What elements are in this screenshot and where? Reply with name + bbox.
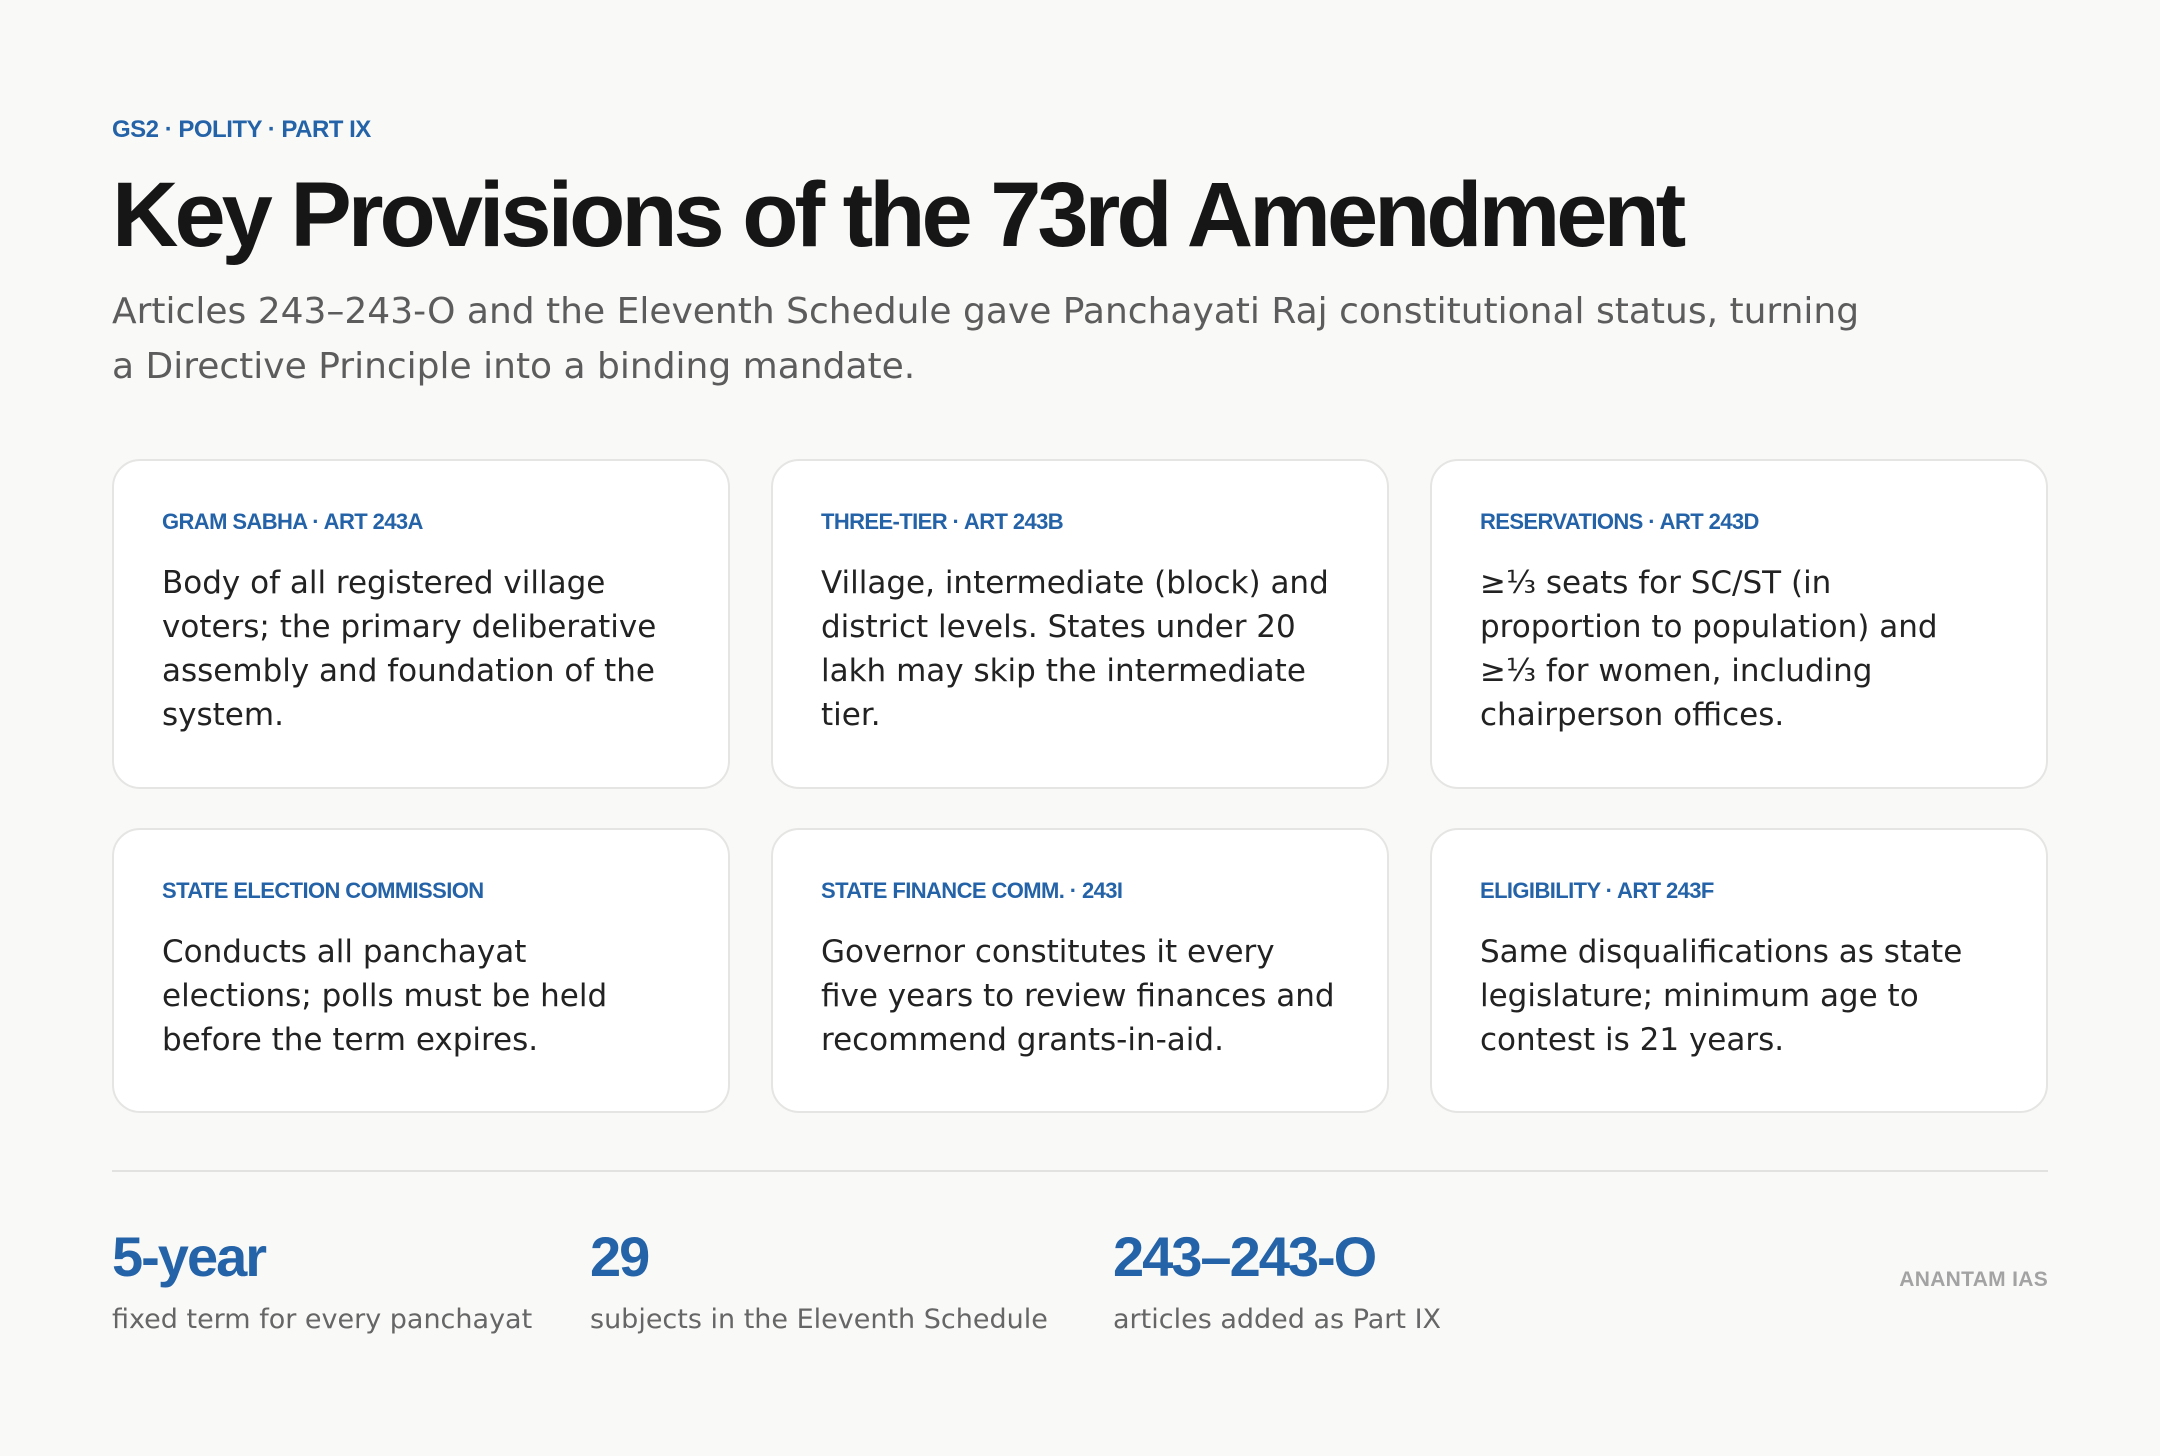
card-label: THREE-TIER · ART 243B [821, 509, 1064, 534]
card-label: ELIGIBILITY · ART 243F [1480, 878, 1714, 903]
stat-value: 5-year [112, 1225, 266, 1288]
stat-articles [1113, 1222, 1441, 1335]
stat-value: 29 [590, 1225, 649, 1288]
stat-caption: subjects in the Eleventh Schedule [590, 1304, 1048, 1335]
provision-card-finance-commission [771, 828, 1389, 1113]
eyebrow-tag: GS2 · POLITY · PART IX [112, 116, 371, 143]
card-text: Conducts all panchayat elections; polls must be held before the term expires. [162, 934, 608, 1058]
stat-caption: articles added as Part IX [1113, 1304, 1442, 1335]
card-text: Governor constitutes it every five years to review finances and recommend grants-in-aid. [821, 934, 1335, 1058]
card-label: STATE FINANCE COMM. · 243I [821, 878, 1123, 903]
brand-logo-text: ANANTAM IAS [1899, 1268, 2048, 1291]
stat-value: 243–243-O [1113, 1225, 1376, 1288]
card-text: Body of all registered village voters; the primary deliberative assembly and foundation of the system. [162, 565, 657, 733]
provisions-row-2 [112, 828, 2048, 1113]
provision-card-three-tier [771, 459, 1389, 789]
page-title: Key Provisions of the 73rd Amendment [112, 164, 1683, 266]
stat-caption: fixed term for every panchayat [112, 1304, 533, 1335]
card-label: GRAM SABHA · ART 243A [162, 509, 423, 534]
stat-subjects [590, 1222, 1048, 1335]
page-subtitle: Articles 243–243-O and the Eleventh Schedule gave Panchayati Raj constitutional status, turning a Directive Principle into a binding mandate. [112, 291, 1860, 387]
card-text: ≥⅓ seats for SC/ST (in proportion to population) and ≥⅓ for women, including chairperson offices. [1480, 565, 1938, 733]
card-text: Same disqualifications as state legislature; minimum age to contest is 21 years. [1480, 934, 1963, 1058]
infographic-page [112, 0, 2048, 1456]
provision-card-gram-sabha [112, 459, 730, 789]
provisions-row-1 [112, 459, 2048, 789]
provision-card-eligibility [1430, 828, 2048, 1113]
card-label: RESERVATIONS · ART 243D [1480, 509, 1759, 534]
stat-term [112, 1222, 532, 1335]
provision-card-reservations [1430, 459, 2048, 789]
provision-card-election-commission [112, 828, 730, 1113]
card-text: Village, intermediate (block) and district levels. States under 20 lakh may skip the intermediate tier. [821, 565, 1329, 733]
card-label: STATE ELECTION COMMISSION [162, 878, 484, 903]
section-divider [112, 1170, 2048, 1172]
